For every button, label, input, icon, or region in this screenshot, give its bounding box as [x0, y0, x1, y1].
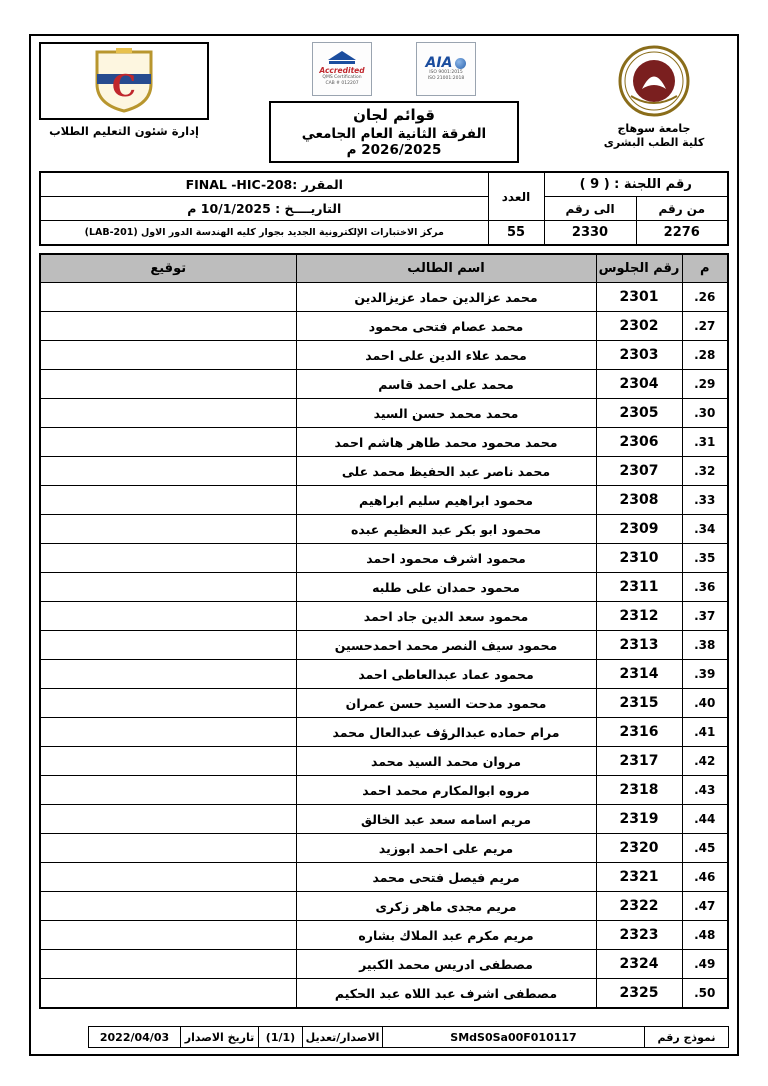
student-name: مصطفى اشرف عبد اللاه عبد الحكيم — [296, 979, 596, 1009]
seat-number: 2312 — [596, 602, 682, 631]
accreditation-logos — [312, 42, 476, 96]
student-row — [40, 979, 728, 1009]
col-header-index: م — [682, 254, 728, 283]
signature-cell — [40, 718, 296, 747]
row-index: 34. — [682, 515, 728, 544]
signature-cell — [40, 341, 296, 370]
seat-number: 2324 — [596, 950, 682, 979]
seat-number: 2304 — [596, 370, 682, 399]
col-header-signature: توقيع — [40, 254, 296, 283]
row-index: 47. — [682, 892, 728, 921]
student-name: محمود سعد الدين جاد احمد — [296, 602, 596, 631]
seat-number: 2303 — [596, 341, 682, 370]
row-index: 46. — [682, 863, 728, 892]
seat-number: 2325 — [596, 979, 682, 1009]
student-name: محمود مدحت السيد حسن عمران — [296, 689, 596, 718]
student-row — [40, 747, 728, 776]
peac-accreditation-logo — [312, 42, 372, 96]
student-row — [40, 892, 728, 921]
date-label: التاريــــخ : — [275, 201, 342, 216]
department-name: إدارة شئون التعليم الطلاب — [49, 124, 199, 138]
revision-label: الاصدار/تعديل — [303, 1027, 383, 1048]
footer-row — [89, 1027, 729, 1048]
seat-number: 2310 — [596, 544, 682, 573]
to-value: 2330 — [544, 221, 636, 246]
from-header: من رقم — [636, 197, 728, 221]
student-name: محمود سيف النصر محمد احمدحسين — [296, 631, 596, 660]
student-row — [40, 341, 728, 370]
student-row — [40, 631, 728, 660]
row-index: 44. — [682, 805, 728, 834]
student-name: مصطفى ادريس محمد الكبير — [296, 950, 596, 979]
signature-cell — [40, 950, 296, 979]
row-index: 39. — [682, 660, 728, 689]
student-name: محمد عصام فتحى محمود — [296, 312, 596, 341]
row-index: 41. — [682, 718, 728, 747]
university-block — [579, 42, 729, 151]
seat-number: 2315 — [596, 689, 682, 718]
student-row — [40, 921, 728, 950]
row-index: 38. — [682, 631, 728, 660]
student-row — [40, 689, 728, 718]
seat-number: 2313 — [596, 631, 682, 660]
signature-cell — [40, 399, 296, 428]
shield-logo-icon — [92, 48, 156, 114]
student-name: مريم اسامه سعد عبد الخالق — [296, 805, 596, 834]
row-index: 35. — [682, 544, 728, 573]
header-center — [269, 42, 519, 163]
peac-line1: QMS Certification — [322, 75, 362, 81]
seat-number: 2319 — [596, 805, 682, 834]
signature-cell — [40, 747, 296, 776]
aia-mark — [426, 56, 467, 70]
seat-number: 2314 — [596, 660, 682, 689]
count-value: 55 — [488, 221, 544, 246]
student-name: محمد علاء الدين على احمد — [296, 341, 596, 370]
date-cell — [40, 197, 488, 221]
issue-date-value: 2022/04/03 — [89, 1027, 181, 1048]
revision-value: (1/1) — [259, 1027, 303, 1048]
peac-roof-icon — [328, 51, 356, 60]
student-row — [40, 718, 728, 747]
signature-cell — [40, 457, 296, 486]
form-number-label: نموذج رقم — [645, 1027, 729, 1048]
row-index: 36. — [682, 573, 728, 602]
seat-number: 2320 — [596, 834, 682, 863]
student-row — [40, 805, 728, 834]
seat-number: 2311 — [596, 573, 682, 602]
signature-cell — [40, 631, 296, 660]
seat-number: 2318 — [596, 776, 682, 805]
student-row — [40, 399, 728, 428]
committee-number: رقم اللجنة : ( 9 ) — [544, 172, 728, 197]
signature-cell — [40, 805, 296, 834]
students-table-header-row — [40, 254, 728, 283]
row-index: 33. — [682, 486, 728, 515]
to-header: الى رقم — [544, 197, 636, 221]
aia-iso-line2: ISO 21001:2018 — [427, 76, 465, 81]
seat-number: 2302 — [596, 312, 682, 341]
signature-cell — [40, 602, 296, 631]
student-row — [40, 834, 728, 863]
row-index: 28. — [682, 341, 728, 370]
row-index: 37. — [682, 602, 728, 631]
signature-cell — [40, 544, 296, 573]
seat-number: 2307 — [596, 457, 682, 486]
student-row — [40, 863, 728, 892]
from-value: 2276 — [636, 221, 728, 246]
seat-number: 2323 — [596, 921, 682, 950]
peac-line2: CAB # 012207 — [325, 81, 359, 86]
seat-number: 2301 — [596, 283, 682, 312]
university-logo-icon — [617, 44, 691, 118]
student-name: مروان محمد السيد محمد — [296, 747, 596, 776]
student-row — [40, 486, 728, 515]
row-index: 45. — [682, 834, 728, 863]
student-name: مروه ابوالمكارم محمد احمد — [296, 776, 596, 805]
row-index: 43. — [682, 776, 728, 805]
aia-accreditation-logo — [416, 42, 476, 96]
exam-info-table — [39, 171, 729, 246]
seat-number: 2309 — [596, 515, 682, 544]
seat-number: 2317 — [596, 747, 682, 776]
course-cell — [40, 172, 488, 197]
seat-number: 2308 — [596, 486, 682, 515]
page-subtitle: الفرقة الثانية العام الجامعي 2026/2025 م — [301, 126, 487, 158]
student-row — [40, 515, 728, 544]
peac-base-icon — [329, 61, 355, 64]
student-name: مريم على احمد ابوزيد — [296, 834, 596, 863]
signature-cell — [40, 660, 296, 689]
col-header-seat: رقم الجلوس — [596, 254, 682, 283]
student-name: مرام حماده عبدالرؤف عبدالعال محمد — [296, 718, 596, 747]
signature-cell — [40, 428, 296, 457]
student-row — [40, 573, 728, 602]
signature-cell — [40, 689, 296, 718]
form-code: SMdS0Sa00F010117 — [383, 1027, 645, 1048]
student-name: محمود عماد عبدالعاطى احمد — [296, 660, 596, 689]
seat-number: 2316 — [596, 718, 682, 747]
count-header: العدد — [488, 172, 544, 221]
row-index: 32. — [682, 457, 728, 486]
student-name: محمد على احمد قاسم — [296, 370, 596, 399]
student-name: محمود ابو بكر عبد العظيم عبده — [296, 515, 596, 544]
students-affairs-logo-box — [39, 42, 209, 120]
signature-cell — [40, 834, 296, 863]
student-row — [40, 776, 728, 805]
page-title: قوائم لجان — [353, 106, 435, 124]
row-index: 29. — [682, 370, 728, 399]
row-index: 48. — [682, 921, 728, 950]
student-row — [40, 602, 728, 631]
student-row — [40, 950, 728, 979]
student-name: محمود حمدان على طلبه — [296, 573, 596, 602]
students-table-body — [40, 283, 728, 1009]
signature-cell — [40, 370, 296, 399]
signature-cell — [40, 283, 296, 312]
seat-number: 2321 — [596, 863, 682, 892]
student-row — [40, 544, 728, 573]
globe-icon — [455, 58, 466, 69]
student-name: محمد ناصر عبد الحفيظ محمد على — [296, 457, 596, 486]
signature-cell — [40, 921, 296, 950]
page-header — [39, 42, 729, 163]
student-row — [40, 312, 728, 341]
col-header-name: اسم الطالب — [296, 254, 596, 283]
row-index: 26. — [682, 283, 728, 312]
university-name: جامعة سوهاج — [617, 122, 691, 135]
signature-cell — [40, 863, 296, 892]
student-row — [40, 283, 728, 312]
date-value: 10/1/2025 م — [187, 201, 271, 216]
signature-cell — [40, 573, 296, 602]
row-index: 31. — [682, 428, 728, 457]
student-name: محمد محمود محمد طاهر هاشم احمد — [296, 428, 596, 457]
row-index: 49. — [682, 950, 728, 979]
student-name: محمد محمد حسن السيد — [296, 399, 596, 428]
signature-cell — [40, 515, 296, 544]
row-index: 27. — [682, 312, 728, 341]
student-row — [40, 428, 728, 457]
seat-number: 2305 — [596, 399, 682, 428]
signature-cell — [40, 776, 296, 805]
student-row — [40, 370, 728, 399]
signature-cell — [40, 312, 296, 341]
course-label: المقرر : — [292, 177, 343, 192]
row-index: 50. — [682, 979, 728, 1009]
course-value: FINAL -HIC-208 — [185, 177, 293, 192]
student-name: مريم مجدى ماهر زكرى — [296, 892, 596, 921]
students-table — [39, 253, 729, 1009]
faculty-name: كلية الطب البشرى — [603, 136, 705, 150]
exam-location: مركز الاختبارات الإلكترونية الجديد بجوار كليه الهندسة الدور الاول (LAB-201) — [40, 221, 488, 246]
student-row — [40, 457, 728, 486]
seat-number: 2306 — [596, 428, 682, 457]
student-name: مريم فيصل فتحى محمد — [296, 863, 596, 892]
row-index: 42. — [682, 747, 728, 776]
student-name: محمد عزالدين حماد عزيزالدين — [296, 283, 596, 312]
student-row — [40, 660, 728, 689]
row-index: 30. — [682, 399, 728, 428]
aia-label: AIA — [425, 55, 453, 72]
signature-cell — [40, 979, 296, 1009]
student-name: محمود اشرف محمود احمد — [296, 544, 596, 573]
signature-cell — [40, 892, 296, 921]
signature-cell — [40, 486, 296, 515]
row-index: 40. — [682, 689, 728, 718]
aia-iso-line1: ISO 9001:2015 — [429, 70, 463, 76]
student-name: محمود ابراهيم سليم ابراهيم — [296, 486, 596, 515]
issue-date-label: تاريخ الاصدار — [181, 1027, 259, 1048]
footer-table — [88, 1026, 729, 1048]
students-affairs-block — [39, 42, 209, 138]
svg-text:C: C — [112, 69, 136, 104]
title-box — [269, 101, 519, 163]
page-frame — [29, 34, 739, 1056]
seat-number: 2322 — [596, 892, 682, 921]
student-name: مريم مكرم عبد الملاك بشاره — [296, 921, 596, 950]
peac-accredited-label: Accredited — [319, 66, 365, 76]
